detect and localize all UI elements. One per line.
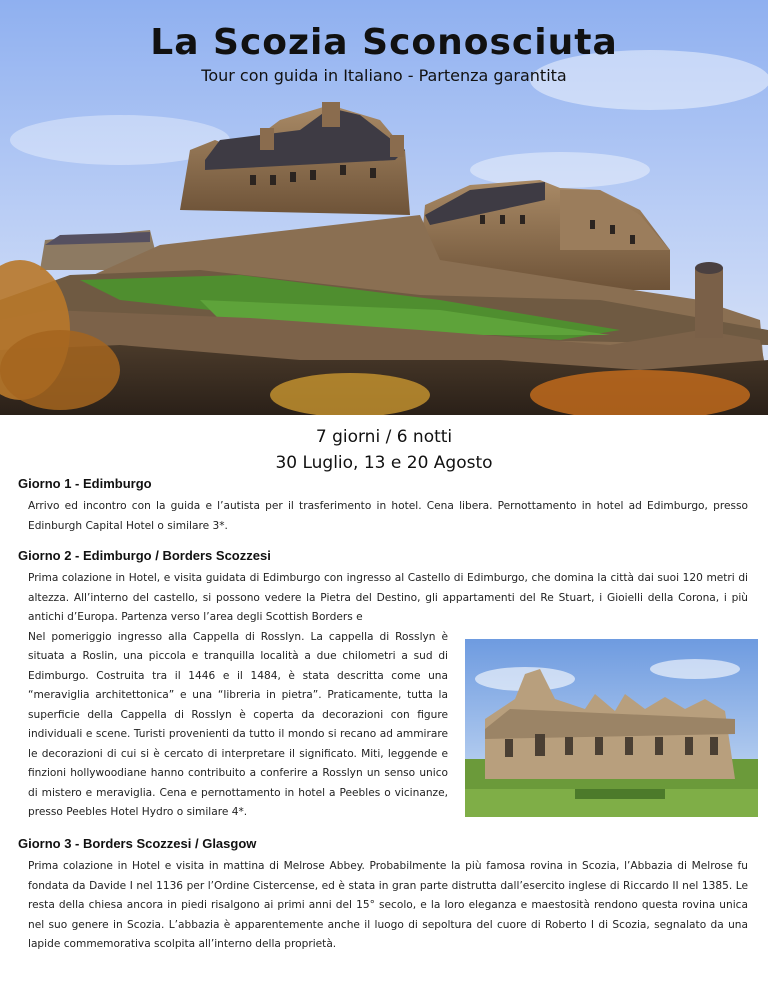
trip-duration: 7 giorni / 6 notti (315, 427, 453, 447)
page-subtitle: Tour con guida in Italiano - Partenza garantita (201, 66, 567, 85)
page-title: La Scozia Sconosciuta (150, 22, 618, 63)
day-1-section (18, 476, 748, 536)
day-2-text-rosslyn: Nel pomeriggio ingresso alla Cappella di Rosslyn. La cappella di Rosslyn è situata a Roslin, una piccola e tranquilla località a due chilometri a sud di Edimburgo. Costruita tra il 1446 e il 1484, è stata descritta come una “meraviglia architettonica” e una “libreria in pietra”. Praticamente, tutta la superficie della Cappella di Rosslyn è coperta da decorazioni con figure individuali e scene. Turisti provenienti da tutto il mondo si recano ad ammirare le decorazioni di cui si è cercato di interpretare il significato. Miti, leggende e finzioni hollywoodiane hanno contribuito a conferire a Rosslyn un senso unico di mistero e meraviglia. Cena e pernottamento in hotel a Peebles o vicinanze, presso Peebles Hotel Hydro o similare 4*. (28, 630, 448, 818)
trip-dates: 30 Luglio, 13 e 20 Agosto (275, 453, 493, 473)
day-2-heading: Giorno 2 - Edimburgo / Borders Scozzesi (18, 548, 271, 563)
day-1-text: Arrivo ed incontro con la guida e l’autista per il trasferimento in hotel. Cena libera. Pernottamento in hotel ad Edimburgo, presso Edinburgh Capital Hotel o similare 3*. (28, 500, 748, 532)
day-3-section (18, 836, 748, 955)
day-2-text-intro: Prima colazione in Hotel, e visita guidata di Edimburgo con ingresso al Castello di Edimburgo, che domina la città dai suoi 120 metri di altezza. All’interno del castello, si possono vedere la Pietra del Destino, gli appartamenti del Re Stuart, i Gioielli della Corona, i più antichi d’Europa. Partenza verso l’area degli Scottish Borders e (28, 572, 748, 623)
day-1-heading: Giorno 1 - Edimburgo (18, 476, 152, 491)
day-2-section (18, 548, 748, 823)
rosslyn-chapel-photo (465, 639, 758, 817)
day-3-text: Prima colazione in Hotel e visita in mattina di Melrose Abbey. Probabilmente la più famosa rovina in Scozia, l’Abbazia di Melrose fu fondata da Davide I nel 1136 per l’Ordine Cistercense, ed è stata in gran parte distrutta dall’esercito inglese di Riccardo II nel 1385. Le resta della chiesa ancora in piedi risalgono ai primi anni del 15° secolo, e la loro eleganza e maestosità rendono questa rovina unica nel suo genere in Scozia. L’abbazia è apparentemente anche il luogo di sepoltura del cuore di Roberto I di Scozia, segnalato da una lapide commemorativa scolpita all’interno della proprietà. (28, 860, 748, 950)
rosslyn-chapel-image (465, 639, 758, 817)
day-3-heading: Giorno 3 - Borders Scozzesi / Glasgow (18, 836, 257, 851)
